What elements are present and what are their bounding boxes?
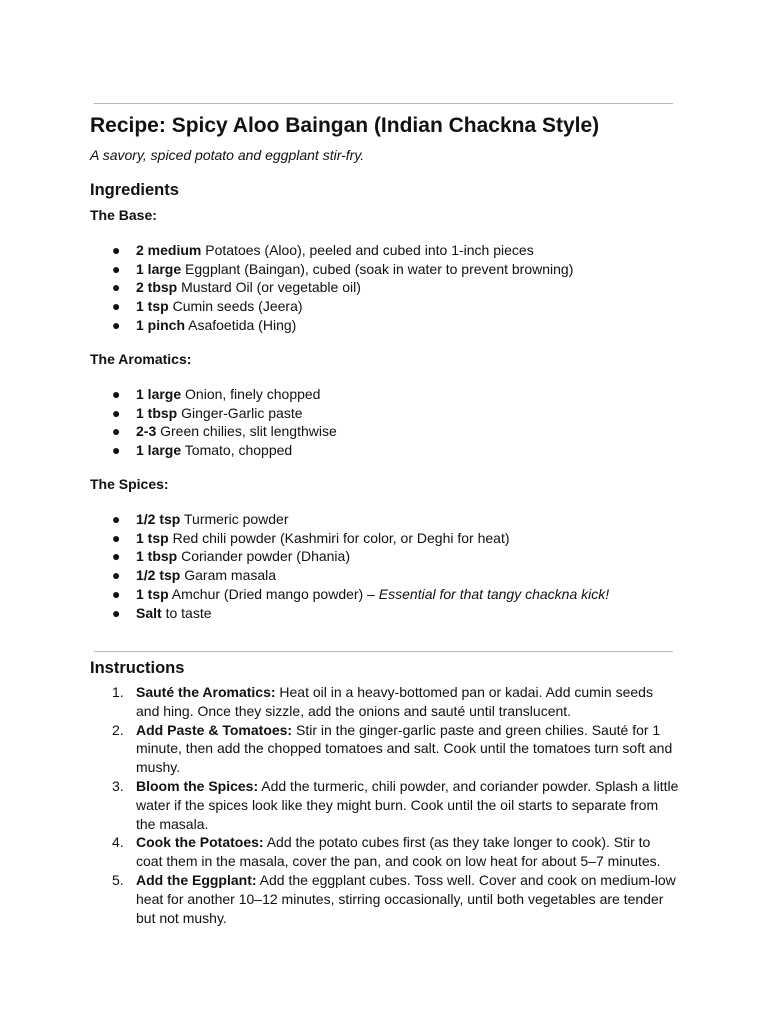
page-subtitle: A savory, spiced potato and eggplant stir-fry. — [90, 147, 365, 163]
bullet-icon: ● — [112, 298, 121, 315]
spices-list — [90, 510, 609, 622]
ingredient-name: Onion, finely chopped — [181, 386, 321, 402]
section-divider — [94, 651, 673, 652]
step-number: 3. — [112, 777, 124, 794]
ingredient-item — [90, 566, 609, 585]
ingredient-quantity: 2 medium — [136, 242, 202, 258]
bullet-icon: ● — [112, 511, 121, 527]
ingredient-name: Mustard Oil (or vegetable oil) — [177, 279, 361, 296]
ingredient-quantity: 1 tsp — [136, 298, 169, 315]
instruction-step — [90, 777, 680, 833]
ingredient-item — [90, 260, 573, 279]
ingredient-quantity: 2-3 — [136, 423, 157, 440]
base-list — [90, 241, 573, 335]
ingredient-item — [90, 510, 609, 529]
page-title: Recipe: Spicy Aloo Baingan (Indian Chackna Style) — [90, 114, 600, 137]
spices-heading: The Spices: — [90, 476, 169, 492]
ingredient-quantity: 1 tsp — [136, 529, 169, 546]
ingredient-item — [90, 547, 609, 566]
bullet-icon: ● — [112, 423, 121, 440]
bullet-icon: ● — [112, 404, 121, 421]
ingredient-name: Green chilies, slit lengthwise — [156, 423, 337, 440]
bullet-icon: ● — [112, 386, 121, 402]
step-number: 1. — [112, 684, 124, 700]
ingredient-name: Potatoes (Aloo), peeled and cubed into 1-inch pieces — [201, 242, 534, 258]
ingredient-name: Asafoetida (Hing) — [185, 316, 297, 333]
bullet-icon: ● — [112, 260, 121, 277]
bullet-icon: ● — [112, 604, 121, 621]
bullet-icon: ● — [112, 567, 121, 584]
ingredient-quantity: 1 large — [136, 386, 182, 402]
step-number: 5. — [112, 871, 124, 888]
ingredient-quantity: 1 tbsp — [136, 404, 178, 421]
ingredient-item — [90, 278, 573, 297]
instruction-step — [90, 721, 680, 777]
ingredient-item — [90, 297, 573, 316]
ingredient-item — [90, 422, 337, 441]
ingredient-quantity: 1/2 tsp — [136, 567, 181, 584]
ingredient-note: Essential for that tangy chackna kick! — [378, 585, 610, 602]
bullet-icon: ● — [112, 529, 121, 546]
ingredient-item — [90, 585, 609, 604]
step-number: 2. — [112, 721, 124, 738]
ingredient-name: Amchur (Dried mango powder) – — [168, 585, 379, 602]
instruction-step — [90, 683, 680, 721]
instructions-list — [90, 683, 680, 927]
step-text: Add the potato cubes first (as they take longer to cook). Stir to coat them in the masala, cover the pan, and cook on low heat for about 5–7 minutes. — [136, 834, 661, 870]
step-text: Add the turmeric, chili powder, and coriander powder. Splash a little water if the spices look like they might burn. Cook until the oil starts to separate from the masala. — [136, 777, 679, 832]
ingredient-name: to taste — [161, 604, 212, 621]
instructions-heading: Instructions — [90, 659, 185, 677]
step-title: Sauté the Aromatics: — [136, 684, 276, 700]
ingredient-quantity: 1 tsp — [136, 585, 169, 602]
step-title: Bloom the Spices: — [136, 777, 259, 794]
ingredient-name: Eggplant (Baingan), cubed (soak in water to prevent browning) — [181, 260, 574, 277]
ingredient-quantity: 1 pinch — [136, 316, 186, 333]
ingredient-item — [90, 604, 609, 623]
bullet-icon: ● — [112, 585, 121, 602]
step-title: Add Paste & Tomatoes: — [136, 721, 293, 738]
ingredient-name: Tomato, chopped — [181, 442, 293, 459]
step-number: 4. — [112, 834, 124, 851]
bullet-icon: ● — [112, 242, 121, 258]
step-text: Stir in the ginger-garlic paste and green chilies. Sauté for 1 minute, then add the chopped tomatoes and salt. Cook until the tomatoes turn soft and mushy. — [136, 721, 673, 776]
ingredient-quantity: Salt — [136, 604, 162, 621]
ingredient-item — [90, 241, 573, 260]
instruction-step — [90, 871, 680, 927]
ingredient-item — [90, 441, 337, 460]
step-title: Cook the Potatoes: — [136, 834, 264, 851]
ingredient-name: Garam masala — [180, 567, 277, 584]
bullet-icon: ● — [112, 316, 121, 333]
ingredient-item — [90, 385, 337, 404]
step-text: Heat oil in a heavy-bottomed pan or kadai. Add cumin seeds and hing. Once they sizzle, add the onions and sauté until translucent. — [136, 684, 653, 719]
step-text: Add the eggplant cubes. Toss well. Cover and cook on medium-low heat for another 10–12 minutes, stirring occasionally, until both vegetables are tender but not mushy. — [136, 871, 676, 926]
ingredient-item — [90, 316, 573, 335]
ingredients-heading: Ingredients — [90, 181, 179, 199]
ingredient-quantity: 1 large — [136, 260, 182, 277]
ingredient-item — [90, 529, 609, 548]
bullet-icon: ● — [112, 442, 121, 459]
top-divider — [94, 103, 673, 104]
ingredient-name: Red chili powder (Kashmiri for color, or Deghi for heat) — [168, 529, 510, 546]
ingredient-name: Ginger-Garlic paste — [177, 404, 303, 421]
aromatics-heading: The Aromatics: — [90, 351, 192, 367]
ingredient-quantity: 1/2 tsp — [136, 511, 181, 527]
step-title: Add the Eggplant: — [136, 871, 257, 888]
ingredient-name: Cumin seeds (Jeera) — [168, 298, 303, 315]
bullet-icon: ● — [112, 548, 121, 565]
ingredient-name: Turmeric powder — [180, 511, 289, 527]
ingredient-quantity: 1 large — [136, 442, 182, 459]
bullet-icon: ● — [112, 279, 121, 296]
base-heading: The Base: — [90, 207, 157, 223]
instruction-step — [90, 833, 680, 871]
ingredient-name: Coriander powder (Dhania) — [177, 548, 350, 565]
ingredient-quantity: 2 tbsp — [136, 279, 178, 296]
aromatics-list — [90, 385, 337, 460]
ingredient-quantity: 1 tbsp — [136, 548, 178, 565]
ingredient-item — [90, 404, 337, 423]
